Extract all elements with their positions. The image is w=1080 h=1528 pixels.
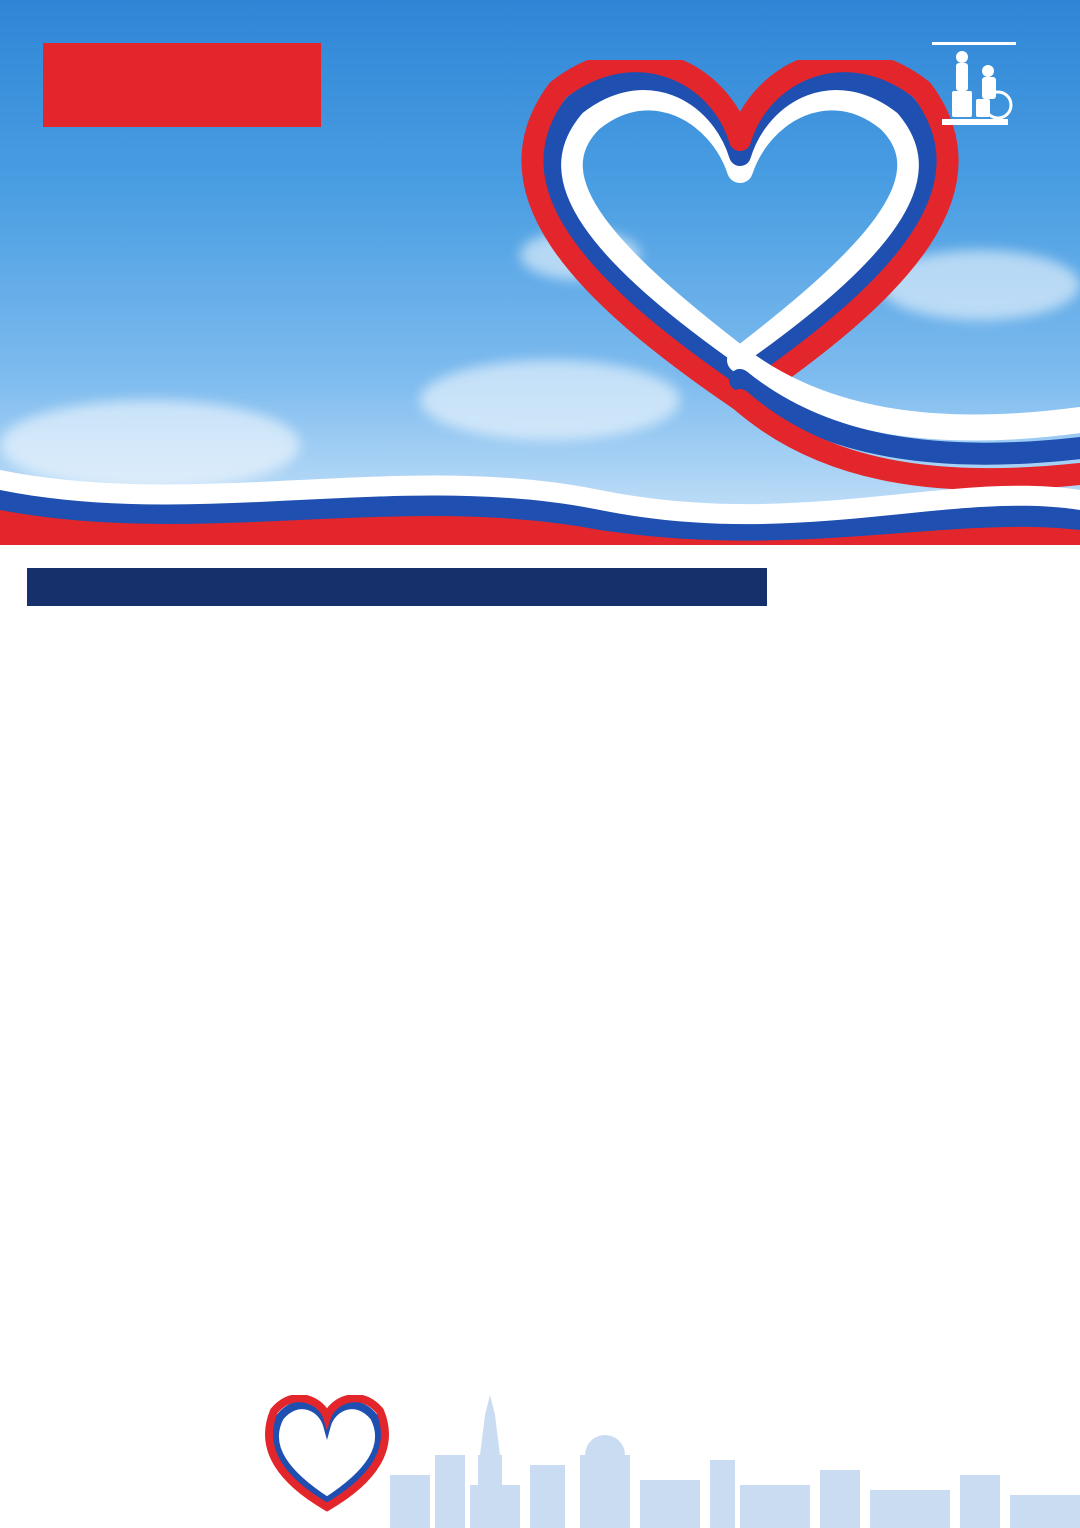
date-badge xyxy=(43,43,321,127)
small-heart-icon xyxy=(262,1395,392,1515)
city-skyline xyxy=(390,1395,1080,1528)
year-of-unity-logo xyxy=(932,42,1016,234)
hero-banner xyxy=(0,0,1080,545)
monument-icon xyxy=(932,45,1016,129)
tricolor-waves xyxy=(0,430,1080,545)
program-title-bar xyxy=(27,568,767,606)
